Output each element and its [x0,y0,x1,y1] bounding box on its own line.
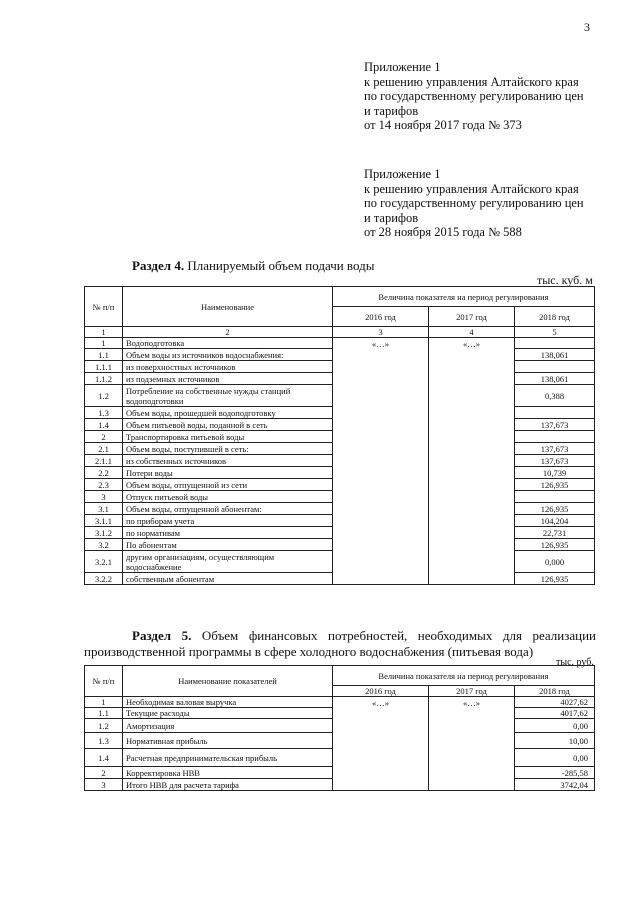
row-number: 2.1 [85,443,123,455]
row-name: из поверхностных источников [123,361,333,373]
merged-value-2016: «…» [333,697,429,791]
value-2018: 126,935 [515,479,595,491]
row-name: Отпуск питьевой воды [123,491,333,503]
value-2018 [515,361,595,373]
section5-title [84,628,596,660]
value-2018: 104,204 [515,515,595,527]
merged-value-2017: «…» [429,697,515,791]
merged-value-2017: «…» [429,338,515,585]
section4-title-bold: Раздел 4. [132,258,185,273]
value-2018: 137,673 [515,443,595,455]
row-number: 3 [85,779,123,791]
row-number: 2.2 [85,467,123,479]
value-2018: 10,00 [515,733,595,749]
value-2018: 126,935 [515,503,595,515]
appendix-line: по государственному регулированию цен [364,196,584,210]
row-number: 1.1 [85,708,123,719]
row-number: 3.1.2 [85,527,123,539]
index-cell: 2 [123,327,333,338]
row-number: 2 [85,767,123,779]
value-2018: 22,731 [515,527,595,539]
section5-table [84,665,595,791]
index-cell: 3 [333,327,429,338]
row-number: 2.1.1 [85,455,123,467]
row-number: 2 [85,431,123,443]
row-name: Объем воды, отпущенной из сети [123,479,333,491]
appendix-line: к решению управления Алтайского края [364,181,579,196]
section4-table [84,286,595,585]
row-name: Потребление на собственные нужды станций водоподготовки [123,385,333,407]
section5-title-bold: Раздел 5. [132,628,192,643]
value-2018: 0,388 [515,385,595,407]
row-number: 3.1.1 [85,515,123,527]
row-number: 3 [85,491,123,503]
index-cell: 5 [515,327,595,338]
value-2018: 0,000 [515,551,595,573]
row-name: по приборам учета [123,515,333,527]
row-name: по нормативам [123,527,333,539]
row-name: Необходимая валовая выручка [123,697,333,708]
section4-unit: тыс. куб. м [537,273,593,287]
row-number: 1.2 [85,385,123,407]
appendix-line: Приложение 1 [364,60,441,74]
value-2018 [515,338,595,349]
value-2018: 4017,62 [515,708,595,719]
header-2016: 2016 год [333,686,429,697]
merged-value-2016: «…» [333,338,429,585]
row-name: Корректировка НВВ [123,767,333,779]
header-2018: 2018 год [515,307,595,327]
row-number: 3.2 [85,539,123,551]
row-name: Потери воды [123,467,333,479]
section5-unit: тыс. руб. [556,657,594,668]
value-2018: 138,061 [515,349,595,361]
table-row [85,697,595,708]
row-name: из подземных источников [123,373,333,385]
row-name: Нормативная прибыль [123,733,333,749]
row-number: 1.1.1 [85,361,123,373]
header-period: Величина показателя на период регулирования [333,287,595,307]
appendix-line: и тарифов [364,103,419,118]
row-name: Текущие расходы [123,708,333,719]
value-2018 [515,407,595,419]
header-2017: 2017 год [429,307,515,327]
row-name: Объем питьевой воды, поданной в сеть [123,419,333,431]
value-2018: -285,58 [515,767,595,779]
section4-title [132,258,374,274]
row-name: Итого НВВ для расчета тарифа [123,779,333,791]
row-name: Объем воды, поступившей в сеть: [123,443,333,455]
row-name: из собственных источников [123,455,333,467]
row-number: 1 [85,338,123,349]
page-number: 3 [584,20,590,34]
row-name: Амортизация [123,719,333,733]
row-name: Транспортировка питьевой воды [123,431,333,443]
row-number: 1.1.2 [85,373,123,385]
value-2018: 4027,62 [515,697,595,708]
row-name: Объем воды из источников водоснабжения: [123,349,333,361]
row-number: 1.4 [85,749,123,767]
appendix-block-2 [364,167,584,240]
header-2017: 2017 год [429,686,515,697]
value-2018: 137,673 [515,455,595,467]
appendix-line: и тарифов [364,210,419,225]
table-row [85,338,595,349]
row-name: Водоподготовка [123,338,333,349]
row-name: Объем воды, отпущенной абонентам: [123,503,333,515]
row-number: 1.3 [85,733,123,749]
value-2018: 138,061 [515,373,595,385]
value-2018: 0,00 [515,719,595,733]
appendix-line: от 28 ноября 2015 года № 588 [364,225,522,239]
appendix-line: по государственному регулированию цен [364,89,584,103]
appendix-block-1 [364,60,584,133]
row-number: 2.3 [85,479,123,491]
row-name: Объем воды, прошедшей водоподготовку [123,407,333,419]
index-cell: 4 [429,327,515,338]
value-2018 [515,491,595,503]
row-number: 3.2.1 [85,551,123,573]
header-num: № п/п [85,287,123,327]
value-2018: 10,739 [515,467,595,479]
value-2018: 137,673 [515,419,595,431]
header-num: № п/п [85,666,123,697]
index-cell: 1 [85,327,123,338]
row-name: По абонентам [123,539,333,551]
value-2018: 3742,04 [515,779,595,791]
appendix-line: к решению управления Алтайского края [364,74,579,89]
row-number: 3.1 [85,503,123,515]
value-2018: 0,00 [515,749,595,767]
header-2018: 2018 год [515,686,595,697]
row-number: 1.4 [85,419,123,431]
appendix-line: от 14 ноября 2017 года № 373 [364,118,522,132]
row-number: 1.3 [85,407,123,419]
row-number: 1.2 [85,719,123,733]
row-name: Расчетная предпринимательская прибыль [123,749,333,767]
header-2016: 2016 год [333,307,429,327]
row-name: другим организациям, осуществляющим водоснабжение [123,551,333,573]
header-name: Наименование показателей [123,666,333,697]
section4-title-text: Планируемый объем подачи воды [184,258,375,273]
value-2018 [515,431,595,443]
row-number: 1 [85,697,123,708]
value-2018: 126,935 [515,573,595,585]
header-period: Величина показателя на период регулирования [333,666,595,686]
section5-title-text: Объем финансовых потребностей, необходимых для реализации производственной программы в сфере холодного водоснабжения (питьевая вода) [84,628,596,659]
row-name: собственным абонентам [123,573,333,585]
header-name: Наименование [123,287,333,327]
value-2018: 126,935 [515,539,595,551]
appendix-line: Приложение 1 [364,167,441,181]
row-number: 1.1 [85,349,123,361]
row-number: 3.2.2 [85,573,123,585]
